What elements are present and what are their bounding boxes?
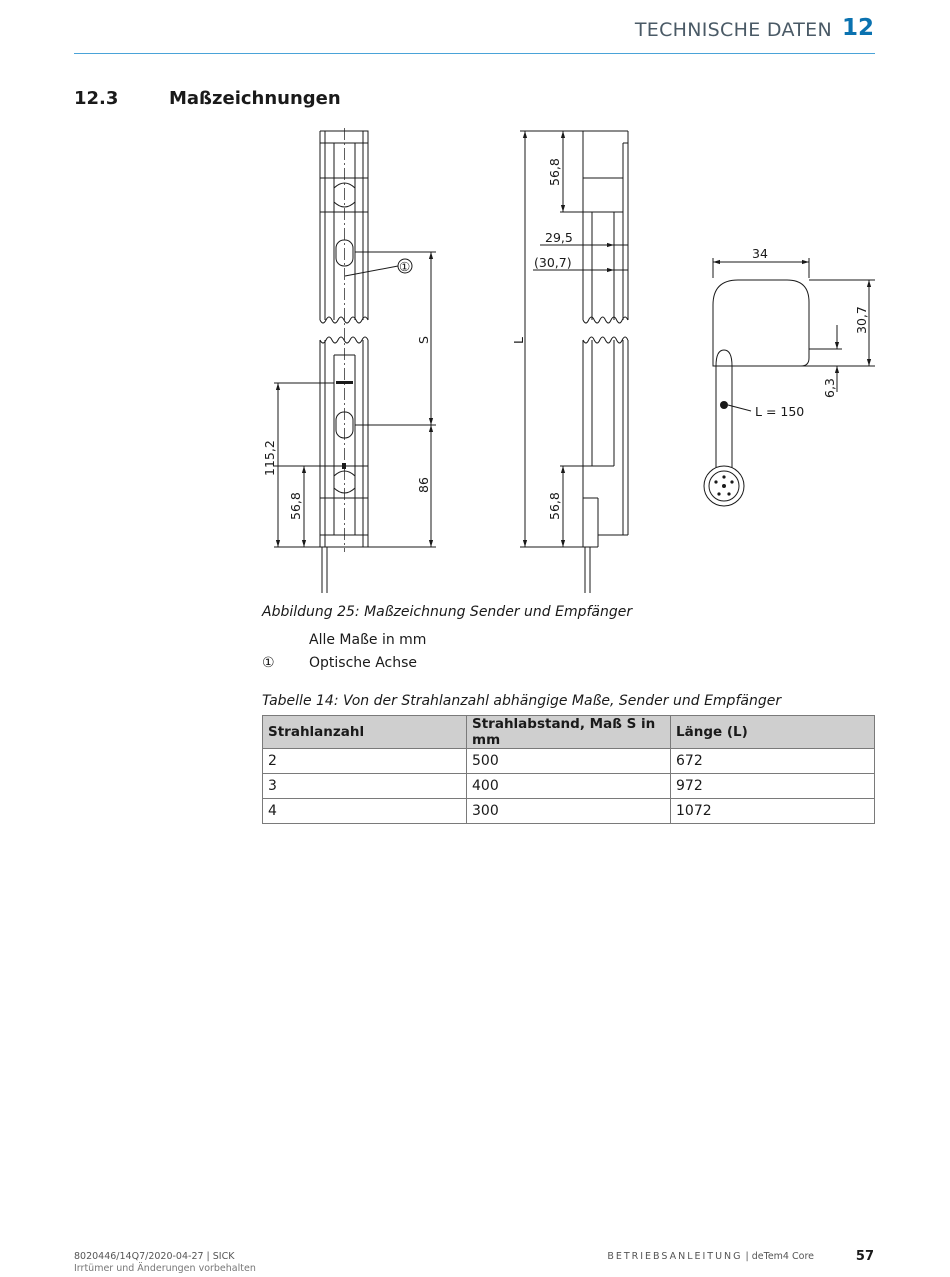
dimensions-table [262,715,875,824]
dim-s: S [416,336,431,344]
footer-disclaimer: Irrtümer und Änderungen vorbehalten [74,1263,256,1274]
section-title: Maßzeichnungen [169,88,341,109]
dim-56-top: 56,8 [547,158,562,186]
table-header: Länge (L) [671,716,875,749]
table-cell: 3 [263,774,467,799]
table-cell: 672 [671,749,875,774]
chapter-title: TECHNISCHE DATEN [634,19,832,41]
dim-29-5: 29,5 [545,230,573,245]
note-text-1: Alle Maße in mm [309,632,427,648]
dim-56-bottom: 56,8 [547,492,562,520]
footer-doc-type: BETRIEBSANLEITUNG [607,1251,743,1262]
section-number: 12.3 [74,88,119,109]
table-row [263,749,875,774]
dim-115: 115,2 [262,440,277,476]
dim-L: L [511,337,526,344]
table-row [263,774,875,799]
table-cell: 4 [263,799,467,824]
table-cell: 300 [467,799,671,824]
table-caption: Tabelle 14: Von der Strahlanzahl abhängige Maße, Sender und Empfänger [262,693,782,709]
table-header-row [263,716,875,749]
footer-product: | deTem4 Core [742,1251,814,1262]
footer-doc-info [607,1251,814,1262]
top-view [704,258,875,506]
page-number: 57 [855,1249,874,1264]
marker-label: ① [399,259,411,274]
table-cell: 500 [467,749,671,774]
dim-34: 34 [752,246,768,261]
table-header: Strahlabstand, Maß S in mm [467,716,671,749]
table-cell: 972 [671,774,875,799]
note-text-2: Optische Achse [309,655,418,671]
dim-6-3: 6,3 [822,378,837,398]
chapter-number: 12 [841,15,874,41]
table-header: Strahlanzahl [263,716,467,749]
dim-86: 86 [416,477,431,493]
side-view [520,131,628,593]
dim-30-7-paren: (30,7) [534,255,572,270]
footer-doc-id: 8020446/14Q7/2020-04-27 | SICK [74,1251,235,1262]
dim-30-7: 30,7 [854,306,869,334]
table-cell: 1072 [671,799,875,824]
table-cell: 2 [263,749,467,774]
table-cell: 400 [467,774,671,799]
note-symbol-2: ① [262,655,275,671]
dim-56-left: 56,8 [288,492,303,520]
front-view [274,128,436,593]
dim-cable-length: L = 150 [755,404,805,419]
table-row [263,799,875,824]
dimension-drawing [0,0,950,600]
figure-caption: Abbildung 25: Maßzeichnung Sender und Empfänger [262,604,633,620]
